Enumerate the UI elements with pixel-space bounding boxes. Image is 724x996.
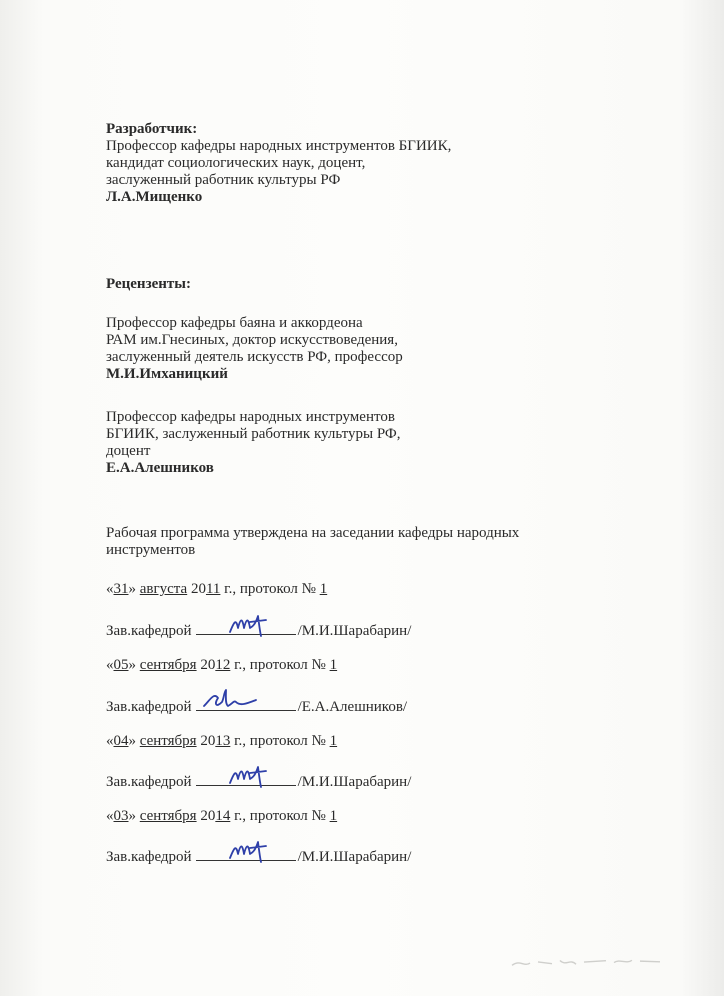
- reviewer-2: [106, 409, 401, 477]
- protocol-text: г., протокол №: [234, 657, 326, 673]
- protocol-day: 31: [113, 581, 129, 597]
- developer-line-2: кандидат социологических наук, доцент,: [106, 155, 366, 171]
- protocol-year-prefix: 20: [200, 657, 216, 673]
- protocol-day: 04: [113, 733, 129, 749]
- bleed-through-marks: [510, 951, 670, 972]
- protocol-date-1: [106, 581, 327, 598]
- signature-line: [196, 620, 296, 635]
- protocol-year-prefix: 20: [200, 733, 216, 749]
- protocol-year-suffix: 14: [215, 808, 231, 824]
- signature-3: [226, 759, 282, 789]
- protocol-number: 1: [329, 808, 338, 824]
- signature-line: [196, 846, 296, 861]
- head-signature-row-3: [106, 771, 411, 791]
- protocol-month: сентября: [139, 733, 197, 749]
- quote-close: »: [128, 657, 136, 673]
- quote-close: »: [128, 808, 136, 824]
- protocol-year-suffix: 12: [215, 657, 231, 673]
- head-signature-row-1: [106, 620, 411, 640]
- developer-block: [106, 121, 451, 206]
- signature-4: [226, 834, 282, 864]
- head-signature-row-2: [106, 696, 407, 716]
- protocol-year-suffix: 13: [215, 733, 231, 749]
- reviewers-block: [106, 276, 191, 293]
- head-label: Зав.кафедрой: [106, 849, 192, 865]
- protocol-number: 1: [319, 581, 328, 597]
- protocol-date-4: [106, 808, 337, 825]
- protocol-day: 05: [113, 657, 129, 673]
- signature-line: [196, 771, 296, 786]
- protocol-text: г., протокол №: [224, 581, 316, 597]
- protocol-text: г., протокол №: [234, 733, 326, 749]
- developer-heading: Разработчик:: [106, 121, 198, 137]
- protocol-number: 1: [329, 733, 338, 749]
- signer-name: /Е.А.Алешников/: [297, 699, 408, 715]
- reviewer-1: [106, 315, 403, 383]
- reviewer-1-line-3: заслуженный деятель искусств РФ, профессор: [106, 349, 403, 365]
- protocol-year-prefix: 20: [200, 808, 216, 824]
- bleed-through-artifact: [510, 951, 670, 976]
- signer-name: /М.И.Шарабарин/: [297, 849, 412, 865]
- quote-open: «: [106, 581, 114, 597]
- protocol-month: сентября: [139, 657, 197, 673]
- signature-2: [202, 684, 258, 714]
- protocol-year-suffix: 11: [205, 581, 221, 597]
- reviewer-2-line-3: доцент: [106, 443, 151, 459]
- quote-open: «: [106, 733, 114, 749]
- signature-line: [196, 696, 296, 711]
- head-label: Зав.кафедрой: [106, 623, 192, 639]
- approval-block: [106, 525, 519, 559]
- developer-line-3: заслуженный работник культуры РФ: [106, 172, 341, 188]
- developer-line-1: Профессор кафедры народных инструментов БГИИК,: [106, 138, 452, 154]
- protocol-year-prefix: 20: [190, 581, 206, 597]
- head-label: Зав.кафедрой: [106, 774, 192, 790]
- reviewer-1-name: М.И.Имханицкий: [106, 366, 228, 382]
- reviewer-2-line-1: Профессор кафедры народных инструментов: [106, 409, 395, 425]
- protocol-month: сентября: [139, 808, 197, 824]
- reviewer-2-line-2: БГИИК, заслуженный работник культуры РФ,: [106, 426, 401, 442]
- signature-1: [226, 608, 282, 638]
- protocol-month: августа: [139, 581, 188, 597]
- signer-name: /М.И.Шарабарин/: [297, 774, 412, 790]
- protocol-number: 1: [329, 657, 338, 673]
- quote-close: »: [128, 581, 136, 597]
- reviewer-1-line-1: Профессор кафедры баяна и аккордеона: [106, 315, 363, 331]
- reviewers-heading: Рецензенты:: [106, 276, 191, 292]
- approval-line-2: инструментов: [106, 542, 196, 558]
- approval-line-1: Рабочая программа утверждена на заседании кафедры народных: [106, 525, 520, 541]
- quote-open: «: [106, 657, 114, 673]
- protocol-date-3: [106, 733, 337, 750]
- reviewer-2-name: Е.А.Алешников: [106, 460, 214, 476]
- protocol-day: 03: [113, 808, 129, 824]
- signer-name: /М.И.Шарабарин/: [297, 623, 412, 639]
- protocol-text: г., протокол №: [234, 808, 326, 824]
- quote-open: «: [106, 808, 114, 824]
- developer-name: Л.А.Мищенко: [106, 189, 203, 205]
- head-label: Зав.кафедрой: [106, 699, 192, 715]
- quote-close: »: [128, 733, 136, 749]
- head-signature-row-4: [106, 846, 411, 866]
- reviewer-1-line-2: РАМ им.Гнесиных, доктор искусствоведения,: [106, 332, 398, 348]
- protocol-date-2: [106, 657, 337, 674]
